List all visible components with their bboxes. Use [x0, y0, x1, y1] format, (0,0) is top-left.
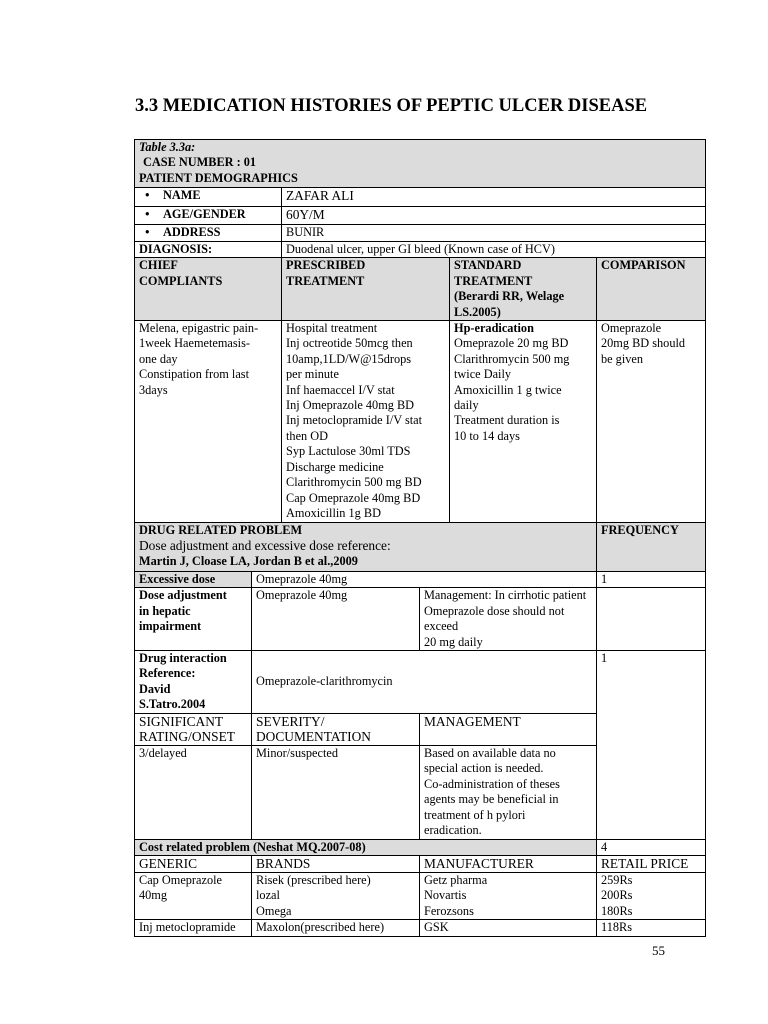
- treatment-line: Inj Omeprazole 40mg BD: [286, 398, 415, 413]
- treatment-header-row: [135, 258, 706, 321]
- demographic-value: BUNIR: [282, 225, 706, 242]
- treatment-line: Inf haemaccel I/V stat: [286, 382, 395, 397]
- generic-cell: Inj metoclopramide: [135, 920, 252, 936]
- cost-frequency: 4: [597, 840, 706, 856]
- significant-rating-value: 3/delayed: [135, 746, 252, 840]
- retail-price-cell: 118Rs: [597, 920, 706, 936]
- retail-price-cell: 259Rs 200Rs 180Rs: [597, 872, 706, 919]
- table-title-row: [135, 140, 706, 188]
- brands-header: BRANDS: [252, 856, 420, 872]
- cost-row: [135, 920, 706, 936]
- management-value: Based on available data no special action is needed. Co-administration of theses agents may be beneficial in treatment of h pylori eradication.: [420, 746, 597, 840]
- prescribed-treatment-header: PRESCRIBED TREATMENT: [282, 258, 450, 321]
- standard-line: twice Daily: [454, 367, 512, 382]
- table-title: Table 3.3a:: [139, 140, 196, 154]
- standard-line: 10 to 14 days: [454, 428, 520, 443]
- cost-header-row: [135, 856, 706, 872]
- diagnosis-value: Duodenal ulcer, upper GI bleed (Known case of HCV): [282, 242, 706, 258]
- comparison-header: COMPARISON: [597, 258, 706, 321]
- brands-cell: Maxolon(prescribed here): [252, 920, 420, 936]
- patient-demographics-label: PATIENT DEMOGRAPHICS: [139, 170, 298, 185]
- demographic-value: 60Y/M: [282, 207, 706, 225]
- treatment-line: 10amp,1LD/W@15drops: [286, 351, 412, 366]
- standard-line: daily: [454, 398, 479, 413]
- standard-line: Clarithromycin 500 mg: [454, 351, 570, 366]
- standard-treatment-header: STANDARD TREATMENT (Berardi RR, Welage LS.2005): [450, 258, 597, 321]
- demographic-row: • ADDRESS BUNIR: [135, 225, 706, 242]
- brands-cell: Risek (prescribed here) lozal Omega: [252, 872, 420, 919]
- dose-adjustment-label: Dose adjustment in hepatic impairment: [135, 588, 252, 651]
- drug-interaction-row: [135, 651, 706, 714]
- drug-interaction-label: Drug interaction Reference: David S.Tatro.2004: [135, 651, 252, 714]
- medication-history-table: [134, 139, 706, 937]
- excessive-dose-frequency: 1: [597, 572, 706, 588]
- treatment-line: Discharge medicine: [286, 459, 384, 474]
- demographic-label: ADDRESS: [163, 225, 221, 239]
- comparison-cell: [597, 321, 706, 523]
- retail-price-header: RETAIL PRICE: [597, 856, 706, 872]
- comparison-line: 20mg BD should: [601, 336, 686, 351]
- demographic-row: • AGE/GENDER 60Y/M: [135, 207, 706, 225]
- drp-title: DRUG RELATED PROBLEM: [139, 523, 303, 538]
- chief-complaints-header: CHIEF COMPLIANTS: [135, 258, 282, 321]
- treatment-line: Clarithromycin 500 mg BD: [286, 475, 422, 490]
- manufacturer-header: MANUFACTURER: [420, 856, 597, 872]
- generic-header: GENERIC: [135, 856, 252, 872]
- page-heading: 3.3 MEDICATION HISTORIES OF PEPTIC ULCER DISEASE: [135, 96, 648, 116]
- cost-title-row: [135, 840, 706, 856]
- cost-row: [135, 872, 706, 919]
- manufacturer-cell: Getz pharma Novartis Ferozsons: [420, 872, 597, 919]
- excessive-dose-value: Omeprazole 40mg: [252, 572, 597, 588]
- diagnosis-label: DIAGNOSIS:: [135, 242, 282, 258]
- significant-rating-header: SIGNIFICANT RATING/ONSET: [135, 714, 252, 746]
- prescribed-treatment-cell: [282, 321, 450, 523]
- excessive-dose-row: [135, 572, 706, 588]
- case-number: CASE NUMBER : 01: [143, 155, 257, 170]
- dose-adjustment-management: Management: In cirrhotic patient Omeprazole dose should not exceed 20 mg daily: [420, 588, 597, 651]
- treatment-line: Inj metoclopramide I/V stat: [286, 413, 423, 428]
- treatment-line: then OD: [286, 428, 329, 443]
- treatment-line: Hospital treatment: [286, 321, 378, 336]
- dose-adjustment-value: Omeprazole 40mg: [252, 588, 420, 651]
- severity-header: SEVERITY/ DOCUMENTATION: [252, 714, 420, 746]
- treatment-line: Cap Omeprazole 40mg BD: [286, 490, 421, 505]
- standard-line: Omeprazole 20 mg BD: [454, 336, 569, 351]
- drp-reference: Martin J, Cloase LA, Jordan B et al.,2009: [139, 553, 358, 568]
- generic-cell: Cap Omeprazole 40mg: [135, 872, 252, 919]
- treatment-line: Syp Lactulose 30ml TDS: [286, 444, 411, 459]
- diagnosis-row: [135, 242, 706, 258]
- drug-interaction-frequency: 1: [597, 651, 706, 840]
- treatment-line: Amoxicillin 1g BD: [286, 505, 381, 520]
- severity-value: Minor/suspected: [252, 746, 420, 840]
- complaint-line: 3days: [139, 382, 168, 397]
- chief-complaints-cell: [135, 321, 282, 523]
- complaint-line: 1week Haemetemasis-: [139, 336, 250, 351]
- complaint-line: one day: [139, 351, 178, 366]
- drug-interaction-value: Omeprazole-clarithromycin: [252, 651, 597, 714]
- drp-header-row: [135, 523, 706, 572]
- comparison-line: be given: [601, 351, 644, 366]
- frequency-header: FREQUENCY: [597, 523, 706, 572]
- demographic-value: ZAFAR ALI: [282, 188, 706, 207]
- standard-treatment-cell: [450, 321, 597, 523]
- demographic-row: • NAME ZAFAR ALI: [135, 188, 706, 207]
- complaint-line: Melena, epigastric pain-: [139, 321, 259, 336]
- page-number: 55: [652, 943, 665, 958]
- standard-line: Amoxicillin 1 g twice: [454, 382, 562, 397]
- management-header: MANAGEMENT: [420, 714, 597, 746]
- treatment-body-row: [135, 321, 706, 523]
- dose-adjustment-row: [135, 588, 706, 651]
- comparison-line: Omeprazole: [601, 321, 662, 336]
- treatment-line: Inj octreotide 50mcg then: [286, 336, 413, 351]
- manufacturer-cell: GSK: [420, 920, 597, 936]
- treatment-line: per minute: [286, 367, 339, 382]
- drp-subtitle: Dose adjustment and excessive dose reference:: [139, 538, 391, 554]
- cost-title: Cost related problem (Neshat MQ.2007-08): [135, 840, 597, 856]
- demographic-label: NAME: [163, 188, 201, 202]
- standard-line: Treatment duration is: [454, 413, 560, 428]
- standard-treatment-title: Hp-eradication: [454, 321, 534, 336]
- complaint-line: Constipation from last: [139, 367, 249, 382]
- demographic-label: AGE/GENDER: [163, 207, 246, 221]
- excessive-dose-label: Excessive dose: [135, 572, 252, 588]
